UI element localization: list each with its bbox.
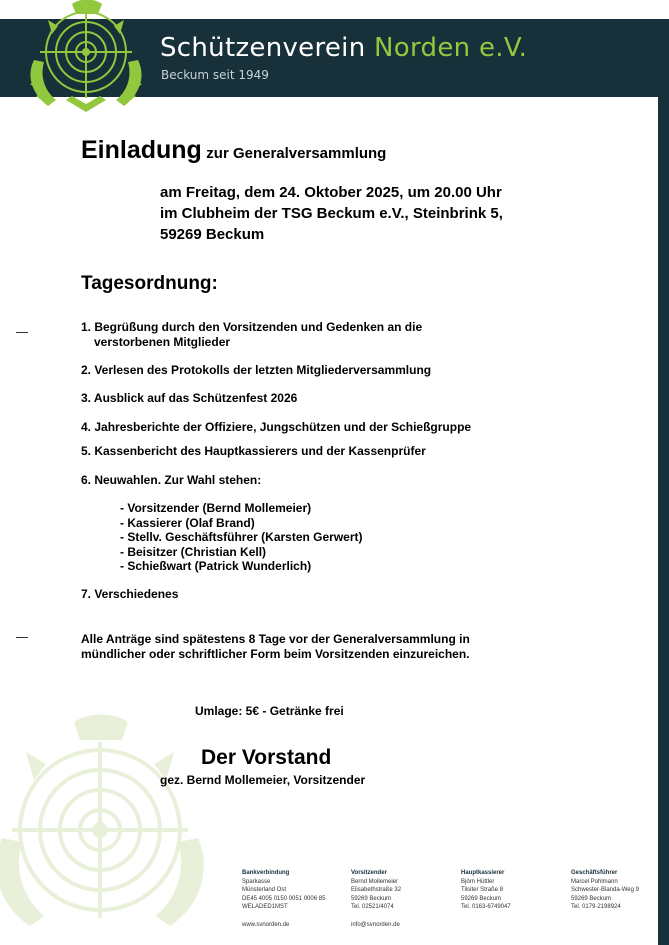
agenda-item: 3. Ausblick auf das Schützenfest 2026 <box>81 391 298 405</box>
club-emblem-icon <box>26 0 152 116</box>
title-main: Einladung <box>81 136 202 164</box>
club-tagline: Beckum seit 1949 <box>161 68 269 82</box>
candidate-item: - Kassierer (Olaf Brand) <box>120 515 255 530</box>
title-sub: zur Generalversammlung <box>206 145 387 162</box>
email-link[interactable]: info@svnorden.de <box>351 921 400 928</box>
club-name: Schützenverein Norden e.V. <box>160 33 528 63</box>
event-city: 59269 Beckum <box>160 226 265 243</box>
agenda-item: 6. Neuwahlen. Zur Wahl stehen: <box>81 473 262 487</box>
fold-mark <box>16 332 28 333</box>
signature-line: gez. Bernd Mollemeier, Vorsitzender <box>160 773 366 787</box>
agenda-item: 7. Verschiedenes <box>81 587 179 601</box>
letter-title <box>81 136 386 165</box>
candidate-item: - Vorsitzender (Bernd Mollemeier) <box>120 501 312 515</box>
candidate-item: - Stellv. Geschäftsführer (Karsten Gerwert) <box>120 530 363 544</box>
fee-note: Umlage: 5€ - Getränke frei <box>195 704 344 718</box>
motions-notice: Alle Anträge sind spätestens 8 Tage vor der Generalversammlung in mündlicher oder schriftlicher Form beim Vorsitzenden einzureichen. <box>81 632 470 661</box>
club-name-accent: Norden e.V. <box>374 33 528 63</box>
candidate-item: - Beisitzer (Christian Kell) <box>120 544 267 559</box>
agenda-item: 2. Verlesen des Protokolls der letzten Mitgliederversammlung <box>81 363 432 377</box>
event-date: am Freitag, dem 24. Oktober 2025, um 20.00 Uhr <box>160 184 502 201</box>
candidate-item: - Schießwart (Patrick Wunderlich) <box>120 559 312 573</box>
candidate-list <box>120 501 363 574</box>
footer-bank: Bankverbindung Sparkasse Münsterland Ost DE45 4005 0150 0051 0006 85 WELADED1MST www.svnorden.de <box>242 870 326 928</box>
emblem-watermark-icon <box>0 712 220 942</box>
agenda-item: 5. Kassenbericht des Hauptkassierers und der Kassenprüfer <box>81 444 426 458</box>
fold-mark <box>16 637 28 638</box>
right-edge-bar <box>658 19 669 945</box>
board-heading: Der Vorstand <box>201 746 332 769</box>
agenda-item: 4. Jahresberichte der Offiziere, Jungschützen und der Schießgruppe <box>81 420 472 434</box>
agenda-heading: Tagesordnung: <box>81 273 218 294</box>
event-details <box>160 182 503 245</box>
footer-chair: Vorsitzender Bernd Mollemeier Elisabethstraße 32 59269 Beckum Tel. 02521/4074 info@svnorden.de <box>351 870 402 928</box>
website-link[interactable]: www.svnorden.de <box>242 921 290 928</box>
event-venue: im Clubheim der TSG Beckum e.V., Steinbrink 5, <box>160 205 503 222</box>
agenda-item: 1. Begrüßung durch den Vorsitzenden und Gedenken an die verstorbenen Mitglieder <box>81 320 423 349</box>
footer-treasurer: Hauptkassierer Björn Hüttler Tilsiter Straße 8 59269 Beckum Tel. 0163-6749047 <box>461 870 511 911</box>
footer-manager: Geschäftsführer Marcel Pohlmann Schwester-Blanda-Weg 9 59269 Beckum Tel. 0179-2198924 <box>571 870 639 911</box>
